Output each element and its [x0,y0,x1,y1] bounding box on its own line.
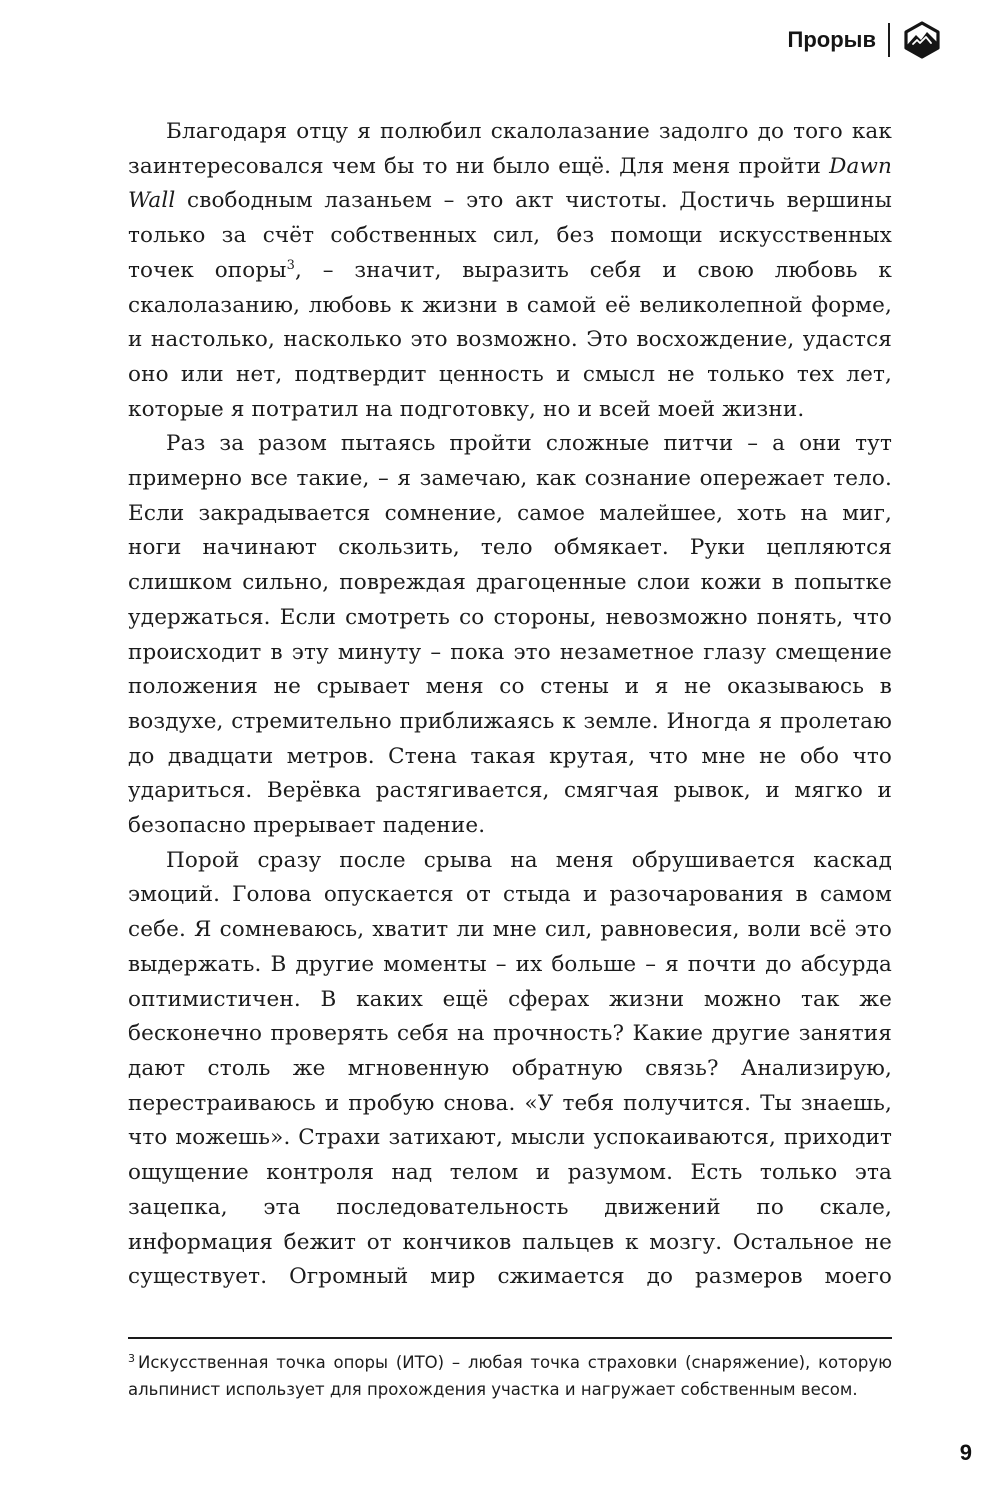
page-number: 9 [959,1440,972,1465]
footnote-text: Искусственная точка опоры (ИТО) – любая точка страховки (снаряжение), которую альпинист использует для прохождения участка и нагружает собственным весом. [128,1353,892,1399]
chapter-title: Прорыв [787,27,876,52]
footnote-divider [128,1337,892,1339]
footnote-reference[interactable]: 3 [286,257,295,273]
footnote [128,1349,892,1403]
header-divider [888,23,890,57]
italic-route-name: Dawn Wall [128,153,892,214]
paragraph-2: Раз за разом пытаясь пройти сложные питчи – а они тут примерно все такие, – я замечаю, как сознание опережает тело. Если закрадывается сомнение, самое малейшее, хоть на миг, ноги начинают скользить, тело обмякает. Руки цепляются слишком сильно, повреждая драгоценные слои кожи в попытке удержаться. Если смотреть со стороны, невозможно понять, что происходит в эту минуту – пока это незаметное глазу смещение положения не срывает меня со стены и я не оказываюсь в воздухе, стремительно приближаясь к земле. Иногда я пролетаю до двадцати метров. Стена такая крутая, что мне не обо что удариться. Верёвка растягивается, смягчая рывок, и мягко и безопасно прерывает падение. [128,431,892,839]
paragraph-3: Порой сразу после срыва на меня обрушивается каскад эмоций. Голова опускается от стыда и разочарования в самом себе. Я сомневаюсь, хватит ли мне сил, равновесия, воли всё это выдержать. В другие моменты – их больше – я почти до абсурда оптимистичен. В каких ещё сферах жизни можно так же бесконечно проверять себя на прочность? Какие другие занятия дают столь же мгновенную обратную связь? Анализирую, перестраиваюсь и пробую снова. «У тебя получится. Ты знаешь, что можешь». Страхи затихают, мысли успокаиваются, приходит ощущение контроля над телом и разумом. Есть только эта зацепка, эта последовательность движений по скале, информация бежит от кончиков пальцев к мозгу. Остальное не существует. Огромный мир сжимается до размеров моего [128,847,892,1290]
main-text [128,115,892,1295]
paragraph-1: Благодаря отцу я полюбил скалолазание задолго до того как заинтересовался чем бы то ни было ещё. Для меня пройти Dawn Wall свободным лазаньем – это акт чистоты. Достичь вершины только за счёт собственных сил, без помощи искусственных точек опоры$^3$, – значит, выразить себя и свою любовь к скалолазанию, любовь к жизни в самой её великолепной форме, и настолько, насколько это возможно. Это восхождение, удастся оно или нет, подтвердит ценность и смысл не только тех лет, которые я потратил на подготовку, но и всей моей жизни. [128,119,892,422]
footnote-marker: 3 [128,1351,135,1365]
running-header [788,20,942,60]
mountain-emblem-icon [902,20,942,60]
